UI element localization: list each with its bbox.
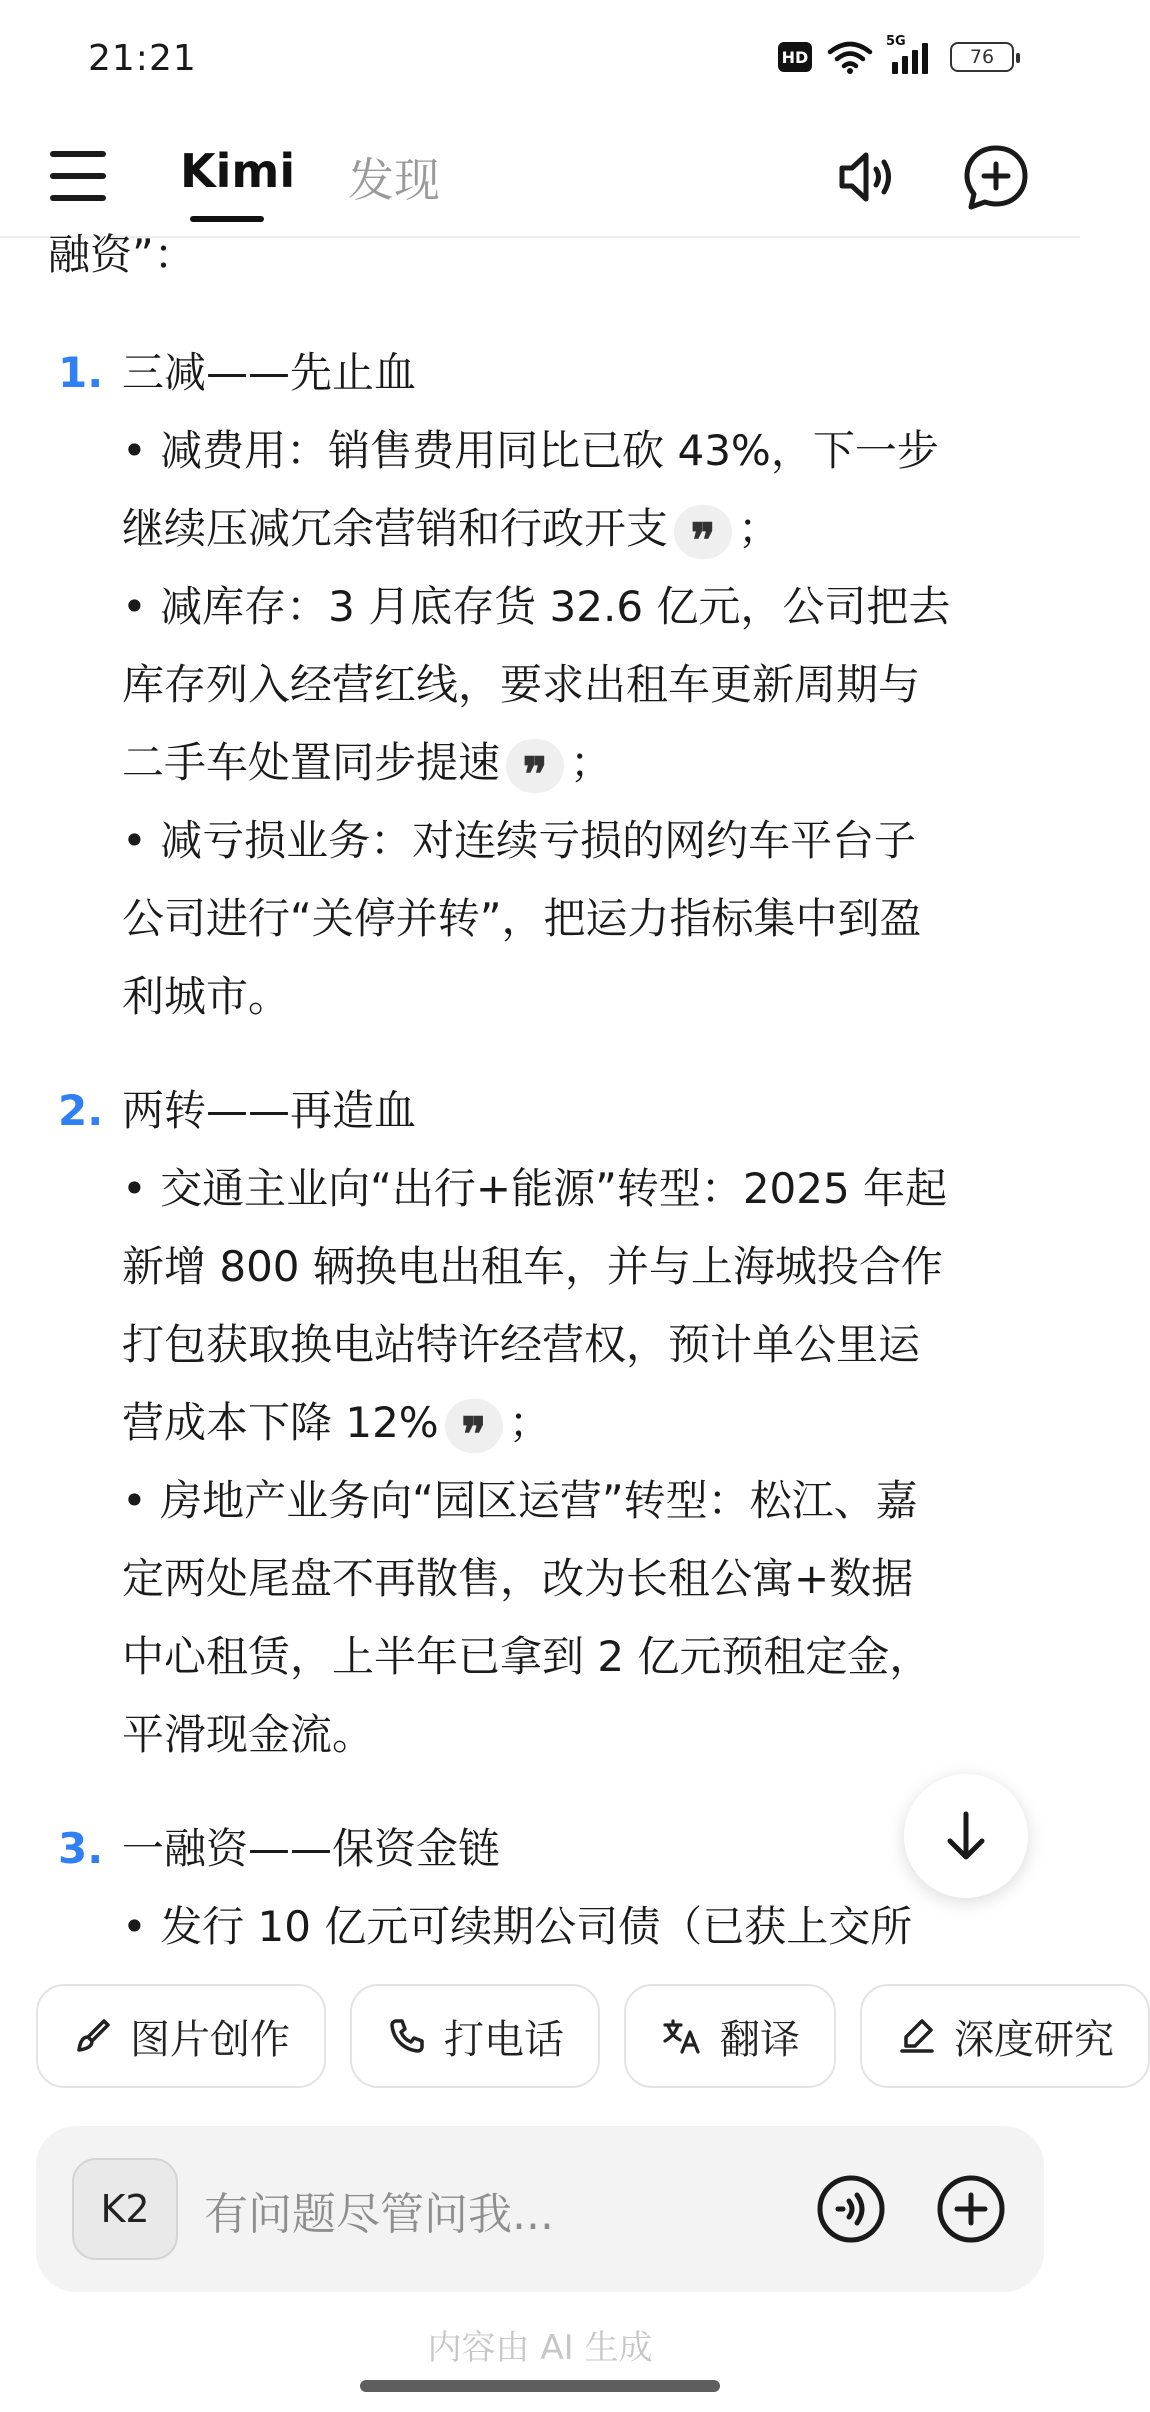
bullet-line: 利城市。 — [122, 972, 291, 1021]
translate-icon — [662, 2017, 702, 2055]
quick-actions — [36, 1984, 1150, 2090]
status-icons — [778, 34, 1014, 74]
ai-disclaimer: 内容由 AI 生成 — [427, 2328, 653, 2368]
chip-phone-call[interactable] — [350, 1984, 600, 2088]
bullet-line: 定两处尾盘不再散售，改为长租公寓+数据 — [122, 1554, 914, 1603]
message-content — [0, 230, 1080, 1980]
paintbrush-icon — [74, 2017, 112, 2055]
battery-level: 76 — [969, 46, 995, 68]
voice-input-button[interactable] — [816, 2174, 886, 2244]
menu-icon-bar — [50, 195, 106, 201]
chip-label: 翻译 — [720, 2016, 800, 2063]
battery-icon — [950, 42, 1014, 72]
chip-image-creation[interactable] — [36, 1984, 326, 2088]
bullet-line-with-citation — [122, 1384, 1037, 1462]
wifi-icon — [828, 40, 872, 74]
new-chat-button[interactable] — [960, 142, 1032, 214]
menu-icon-bar — [50, 173, 106, 179]
citation-icon[interactable]: ❞ — [506, 739, 564, 793]
bullet-punctuation: ； — [570, 738, 613, 787]
bullet-punctuation: ； — [508, 1398, 551, 1447]
bullet-line: 库存列入经营红线，要求出租车更新周期与 — [122, 660, 921, 709]
list-number: 2. — [58, 1086, 104, 1135]
bullet-line: 打包获取换电站特许经营权，预计单公里运 — [122, 1320, 921, 1369]
hd-icon: HD — [778, 42, 812, 72]
voice-wave-icon — [816, 2174, 886, 2244]
chat-input-bar — [36, 2126, 1044, 2292]
bullet-line: • 房地产业务向“园区运营”转型：松江、嘉 — [122, 1476, 918, 1525]
menu-button[interactable] — [50, 148, 106, 204]
chip-translate[interactable] — [624, 1984, 836, 2088]
chip-deep-research[interactable] — [860, 1984, 1150, 2088]
bullet-line: • 发行 10 亿元可续期公司债（已获上交所 — [122, 1902, 913, 1951]
scroll-to-bottom-button[interactable] — [904, 1774, 1028, 1898]
tab-discover[interactable]: 发现 — [348, 153, 440, 207]
status-time: 21:21 — [88, 38, 197, 79]
new-chat-icon — [960, 142, 1032, 214]
list-number: 1. — [58, 348, 104, 397]
arrow-down-icon — [944, 1810, 988, 1862]
list-item-title: 两转——再造血 — [122, 1086, 417, 1135]
bullet-text — [122, 412, 1037, 568]
bullet-line: 二手车处置同步提速 — [122, 738, 501, 787]
attach-button[interactable] — [936, 2174, 1006, 2244]
chip-label: 图片创作 — [130, 2016, 290, 2063]
home-indicator[interactable] — [360, 2380, 720, 2392]
bullet-line: • 减库存：3 月底存货 32.6 亿元，公司把去 — [122, 582, 951, 631]
bullet-line: • 减亏损业务：对连续亏损的网约车平台子 — [122, 816, 917, 865]
cellular-signal-icon — [886, 34, 934, 74]
bullet-line: 公司进行“关停并转”，把运力指标集中到盈 — [122, 894, 922, 943]
citation-icon[interactable]: ❞ — [445, 1399, 503, 1453]
research-icon — [898, 2017, 936, 2055]
speaker-icon — [832, 142, 902, 212]
bullet-text — [122, 802, 1037, 1036]
bullet-line: 中心租赁，上半年已拿到 2 亿元预租定金， — [122, 1632, 932, 1681]
model-selector-button[interactable]: K2 — [72, 2158, 178, 2260]
bullet-line: 平滑现金流。 — [122, 1710, 375, 1759]
bullet-line-with-citation — [122, 724, 1037, 802]
phone-icon — [388, 2017, 426, 2055]
active-tab-indicator — [190, 216, 264, 222]
bullet-line: • 交通主业向“出行+能源”转型：2025 年起 — [122, 1164, 948, 1213]
bullet-text — [122, 1888, 1037, 1966]
bullet-punctuation: ； — [738, 504, 781, 553]
read-aloud-button[interactable] — [832, 142, 902, 212]
menu-icon-bar — [50, 151, 106, 157]
tab-kimi[interactable]: Kimi — [180, 144, 296, 198]
bullet-text — [122, 1150, 1037, 1462]
bullet-line: 继续压减冗余营销和行政开支 — [122, 504, 669, 553]
bullet-line: 新增 800 辆换电出租车，并与上海城投合作 — [122, 1242, 943, 1291]
list-item-title: 一融资——保资金链 — [122, 1824, 501, 1873]
list-number: 3. — [58, 1824, 104, 1873]
bullet-text — [122, 1462, 1037, 1774]
chip-label: 打电话 — [444, 2016, 564, 2063]
list-item-title: 三减——先止血 — [122, 348, 417, 397]
message-input[interactable]: 有问题尽管问我... — [204, 2189, 554, 2240]
plus-circle-icon — [936, 2174, 1006, 2244]
bullet-line: • 减费用：销售费用同比已砍 43%，下一步 — [122, 426, 939, 475]
bullet-text — [122, 568, 1037, 802]
bullet-line-with-citation — [122, 490, 1037, 568]
chip-label: 深度研究 — [954, 2016, 1114, 2063]
network-type: 5G — [886, 34, 906, 49]
citation-icon[interactable]: ❞ — [674, 505, 732, 559]
bullet-line: 营成本下降 12% — [122, 1398, 439, 1447]
text-fragment: 融资”： — [48, 230, 196, 279]
status-bar — [0, 0, 1080, 120]
